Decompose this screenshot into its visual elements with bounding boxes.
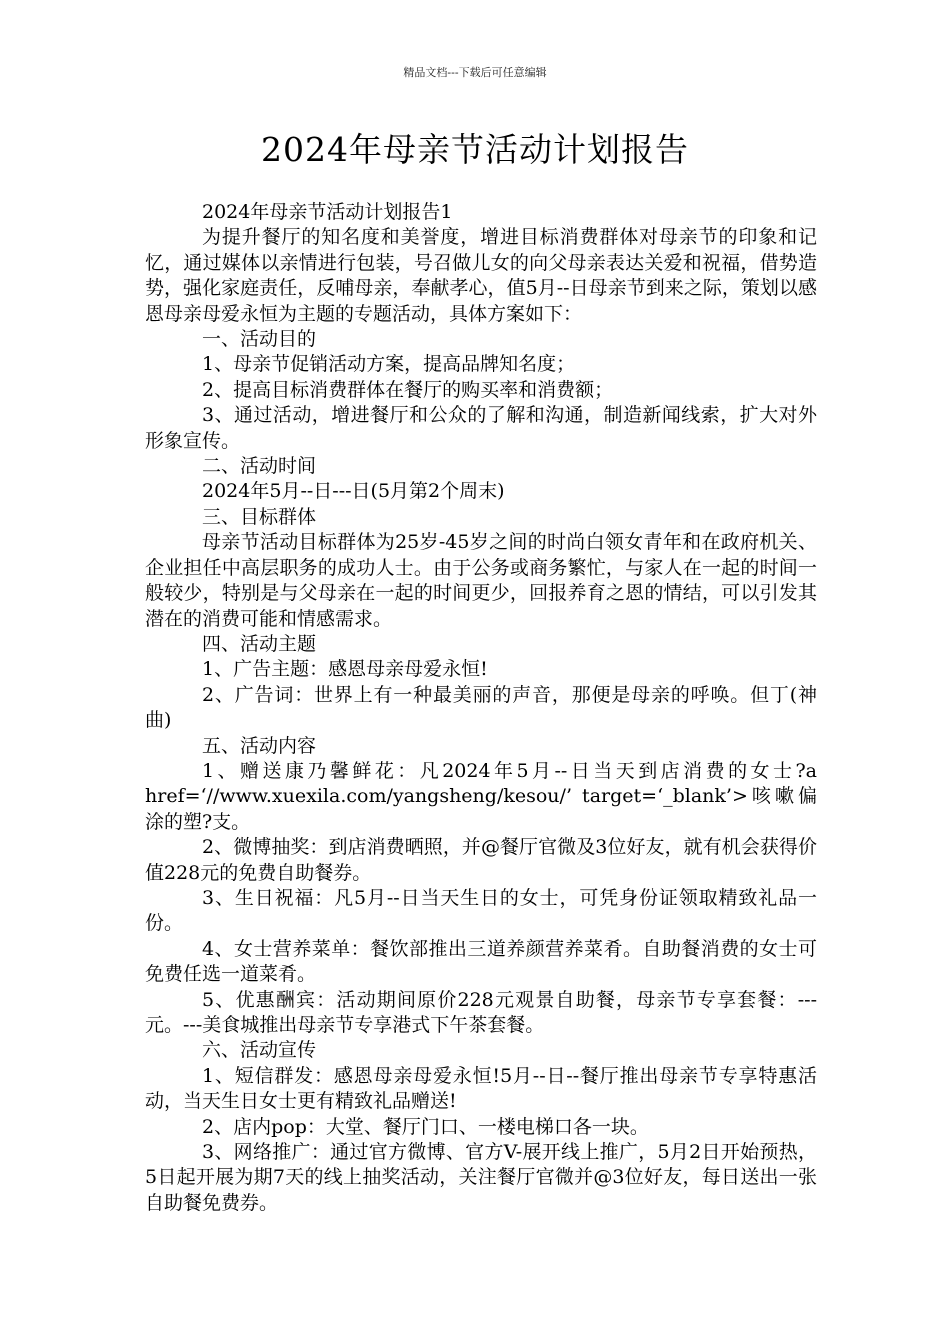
section-heading: 五、活动内容 [202,734,317,757]
date-paragraph: 2024年5月--日---日(5月第2个周末) [202,480,505,503]
section-heading: 四、活动主题 [202,632,317,655]
list-item: 1、母亲节促销活动方案，提高品牌知名度； [202,353,576,376]
document-title: 2024年母亲节活动计划报告 [261,130,689,169]
document-body [145,200,950,1216]
section-heading: 一、活动目的 [202,328,317,351]
list-item: 3、通过活动，增进餐厅和公众的了解和沟通，制造新闻线索，扩大对外形象宣传。 [145,404,817,452]
list-item: 1、短信群发：感恩母亲母爱永恒!5月--日--餐厅推出母亲节专享特惠活动，当天生日女士更有精致礼品赠送! [145,1064,817,1113]
list-item: 1、广告主题：感恩母亲母爱永恒! [202,658,488,681]
list-item: 2、广告词：世界上有一种最美丽的声音，那便是母亲的呼唤。但丁(神曲) [145,683,817,732]
list-item: 4、女士营养菜单：餐饮部推出三道养颜营养菜肴。自助餐消费的女士可免费任选一道菜肴。 [145,937,817,986]
list-item: 1、赠送康乃馨鲜花：凡2024年5月--日当天到店消费的女士?a href=‘//www.xuexila.com/yangsheng/kesou/’ target=‘_blank’>咳嗽偏涂的塑?支。 [145,759,950,833]
body-paragraph: 母亲节活动目标群体为25岁-45岁之间的时尚白领女青年和在政府机关、企业担任中高层职务的成功人士。由于公务或商务繁忙，与家人在一起的时间一般较少，特别是与父母亲在一起的时间更少，回报养育之恩的情结，可以引发其潜在的消费可能和情感需求。 [145,531,817,630]
section-heading: 三、目标群体 [202,505,317,528]
list-item: 2、店内pop：大堂、餐厅门口、一楼电梯口各一块。 [202,1115,649,1138]
section-heading: 二、活动时间 [202,455,317,478]
list-item: 3、网络推广：通过官方微博、官方V-展开线上推广，5月2日开始预热，5日起开展为期7天的线上抽奖活动，关注餐厅官微并@3位好友，每日送出一张自助餐免费券。 [145,1141,817,1214]
list-item: 5、优惠酬宾：活动期间原价228元观景自助餐，母亲节专享套餐：---元。---美食城推出母亲节专享港式下午茶套餐。 [145,988,817,1036]
page-header: 精品文档---下载后可任意编辑 [403,66,547,79]
section-subtitle: 2024年母亲节活动计划报告1 [202,201,453,223]
list-item: 2、提高目标消费群体在餐厅的购买率和消费额； [202,378,614,401]
intro-paragraph: 为提升餐厅的知名度和美誉度，增进目标消费群体对母亲节的印象和记忆，通过媒体以亲情进行包装，号召做儿女的向父母亲表达关爱和祝福，借势造势，强化家庭责任，反哺母亲，奉献孝心，值5月--日母亲节到来之际，策划以感恩母亲母爱永恒为主题的专题活动，具体方案如下： [145,226,817,325]
list-item: 3、生日祝福：凡5月--日当天生日的女士，可凭身份证领取精致礼品一份。 [145,886,817,935]
section-heading: 六、活动宣传 [202,1039,317,1062]
list-item: 2、微博抽奖：到店消费晒照，并@餐厅官微及3位好友，就有机会获得价值228元的免费自助餐券。 [145,836,817,884]
